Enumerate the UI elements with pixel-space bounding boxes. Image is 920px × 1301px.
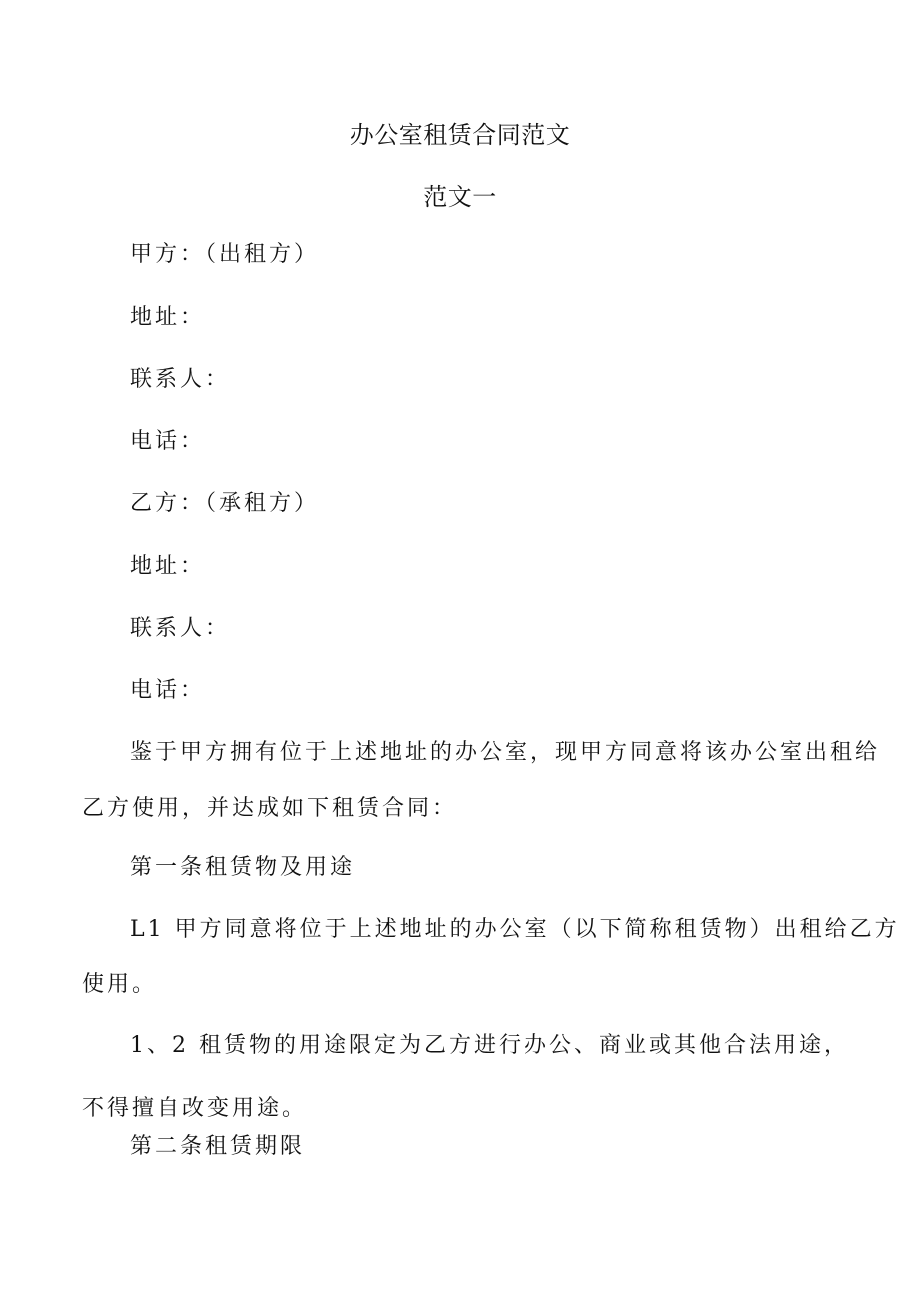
document-title: 办公室租赁合同范文 bbox=[349, 121, 571, 149]
party-b-phone: 电话： bbox=[130, 678, 206, 703]
article-2-heading: 第二条租赁期限 bbox=[130, 1134, 306, 1159]
preamble-line-2: 乙方使用，并达成如下租赁合同： bbox=[82, 796, 458, 821]
clause-1-1-line-2: 使用。 bbox=[82, 972, 158, 997]
document-subtitle: 范文一 bbox=[423, 183, 497, 211]
party-a-heading: 甲方：（出租方） bbox=[130, 242, 320, 267]
party-a-address: 地址： bbox=[130, 305, 206, 330]
article-1-heading: 第一条租赁物及用途 bbox=[130, 855, 356, 880]
party-b-address: 地址： bbox=[130, 554, 206, 579]
party-b-contact: 联系人： bbox=[130, 616, 231, 641]
preamble-line-1: 鉴于甲方拥有位于上述地址的办公室，现甲方同意将该办公室出租给 bbox=[130, 740, 881, 765]
party-b-heading: 乙方：（承租方） bbox=[130, 491, 320, 516]
clause-1-1-line-1: L1 甲方同意将位于上述地址的办公室（以下简称租赁物）出租给乙方 bbox=[130, 917, 900, 942]
clause-1-2-line-1: 1、2 租赁物的用途限定为乙方进行办公、商业或其他合法用途， bbox=[130, 1033, 849, 1058]
party-a-contact: 联系人： bbox=[130, 367, 231, 392]
party-a-phone: 电话： bbox=[130, 429, 206, 454]
clause-1-2-line-2: 不得擅自改变用途。 bbox=[82, 1096, 308, 1121]
